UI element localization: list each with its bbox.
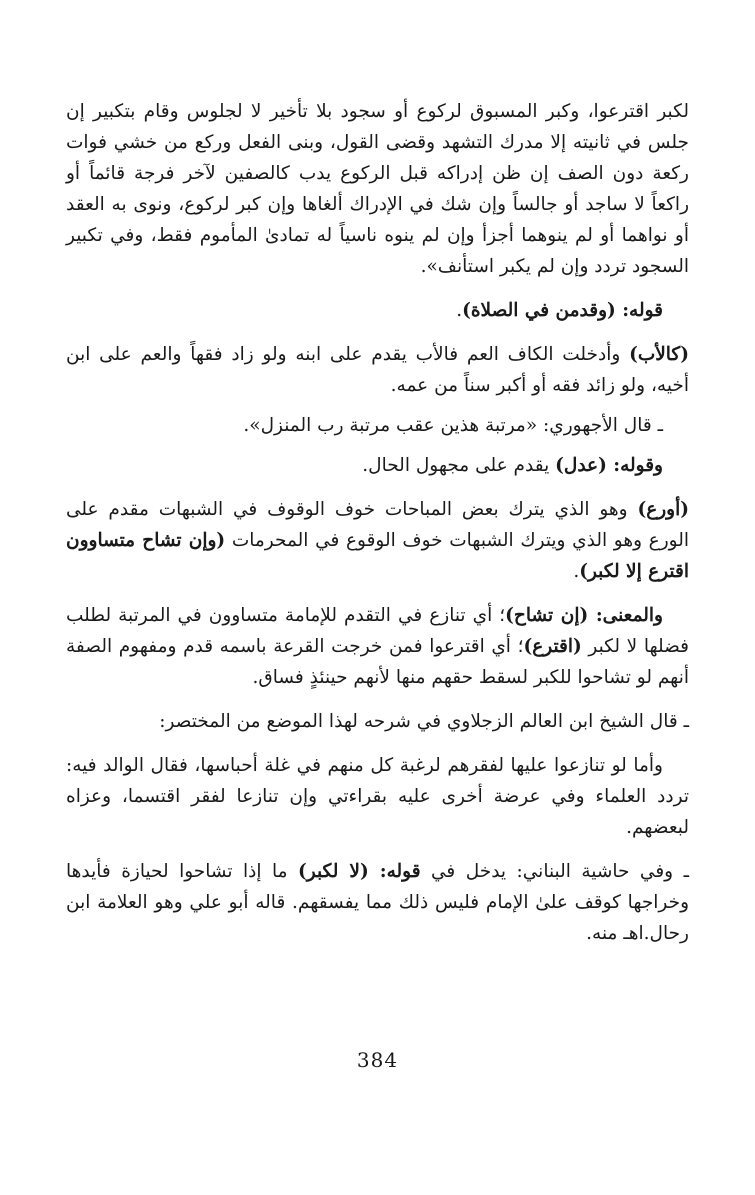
paragraph-7-bold-1: (إن تشاح) [505,605,589,626]
page-number: 384 [356,1048,399,1072]
paragraph-4-text: ـ قال الأجهوري: «مرتبة هذين عقب مرتبة رب المنزل». [243,415,663,436]
paragraph-6-end: . [573,561,580,582]
divider [66,849,689,850]
divider [66,699,689,700]
paragraph-5-bold: (عدل) [555,455,607,476]
paragraph-6-bold-2: (وإن تشاح متساوون اقترع إلا لكبر) [66,530,689,582]
paragraph-10-bold-2: (لا لكبر) [297,861,369,882]
divider [66,593,689,594]
paragraph-10 [66,856,689,949]
paragraph-9-text: وأما لو تنازعوا عليها لفقرهم لرغبة كل منهم في غلة أحباسها، فقال الوالد فيه: تردد العلماء وفي عرضة أخرى عليه بقراءتي وإن تنازعا لفقر اقتسما، وعزاه لبعضهم. [66,755,689,838]
paragraph-3-bold: (كالأب) [629,344,689,365]
paragraph-3 [66,339,689,401]
divider [66,743,689,744]
paragraph-7-lead: والمعنى: [588,605,663,626]
paragraph-1-text: لكبر اقترعوا، وكبر المسبوق لركوع أو سجود بلا تأخير لا لجلوس وقام بتكبير إن جلس في ثانيته إلا مدرك التشهد وقضى القول، وبنى الفعل وركع من خشي فوات ركعة دون الصف إن ظن إدراكه قبل الركوع يدب كالصفين لآخر فرجة قائماً أو راكعاً لا ساجد أو جالساً وإن شك في الإدراك ألغاها وإن كبر لركوع، ونوى به العقد أو نواهما أو لم ينوهما أجزأ وإن لم ينوه ناسياً له تمادىٰ المأموم فقط، وفي تكبير السجود تردد وإن لم يكبر استأنف». [66,101,689,277]
paragraph-3-rest: وأدخلت الكاف العم فالأب يقدم على ابنه ولو زاد فقهاً والعم على ابن أخيه، ولو زائد فقه أو أكبر سناً من عمه. [66,344,689,396]
paragraph-2-prefix: قوله: [615,300,663,321]
paragraph-7-rest: ؛ أي اقترعوا فمن خرجت القرعة باسمه قدم ومفهوم الصفة أنهم لو تشاحوا للكبر لسقط حقهم منها لأنهم حينئذٍ فساق. [66,636,689,688]
paragraph-2-bold: (وقدمن في الصلاة) [462,300,616,321]
paragraph-7 [66,600,689,693]
paragraph-10-colon: : [368,861,387,882]
paragraph-6 [66,494,689,587]
paragraph-10-bold-1: قوله [386,861,421,882]
paragraph-1 [66,96,689,282]
paragraph-8 [66,706,689,737]
paragraph-7-mid: ؛ أي تنازع في التقدم للإمامة متساوون في المرتبة لطلب فضلها لا لكبر [66,605,689,657]
divider [66,487,689,488]
paragraph-2-suffix: . [456,300,463,321]
page-body [66,96,689,949]
divider [66,332,689,333]
paragraph-7-bold-2: (اقترع) [523,636,582,657]
paragraph-6-bold-1: (أورع) [637,499,689,520]
paragraph-8-text: ـ قال الشيخ ابن العالم الزجلاوي في شرحه لهذا الموضع من المختصر: [159,711,689,732]
paragraph-10-rest: ما إذا تشاحوا لحيازة فأيدها وخراجها كوقف علىٰ الإمام فليس ذلك مما يفسقهم. قاله أبو علي وهو العلامة ابن رحال.اهـ منه. [66,861,689,944]
paragraph-4 [66,410,689,441]
divider [66,288,689,289]
paragraph-5-prefix: وقوله: [606,455,663,476]
paragraph-2 [66,295,689,326]
paragraph-10-start: ـ وفي حاشية البناني: يدخل في [420,861,689,882]
paragraph-6-mid: وهو الذي يترك بعض المباحات خوف الوقوف في الشبهات مقدم على الورع وهو الذي ويترك الشبهات خوف الوقوع في المحرمات [66,499,689,551]
paragraph-9 [66,750,689,843]
paragraph-5 [66,450,689,481]
paragraph-5-rest: يقدم على مجهول الحال. [362,455,556,476]
